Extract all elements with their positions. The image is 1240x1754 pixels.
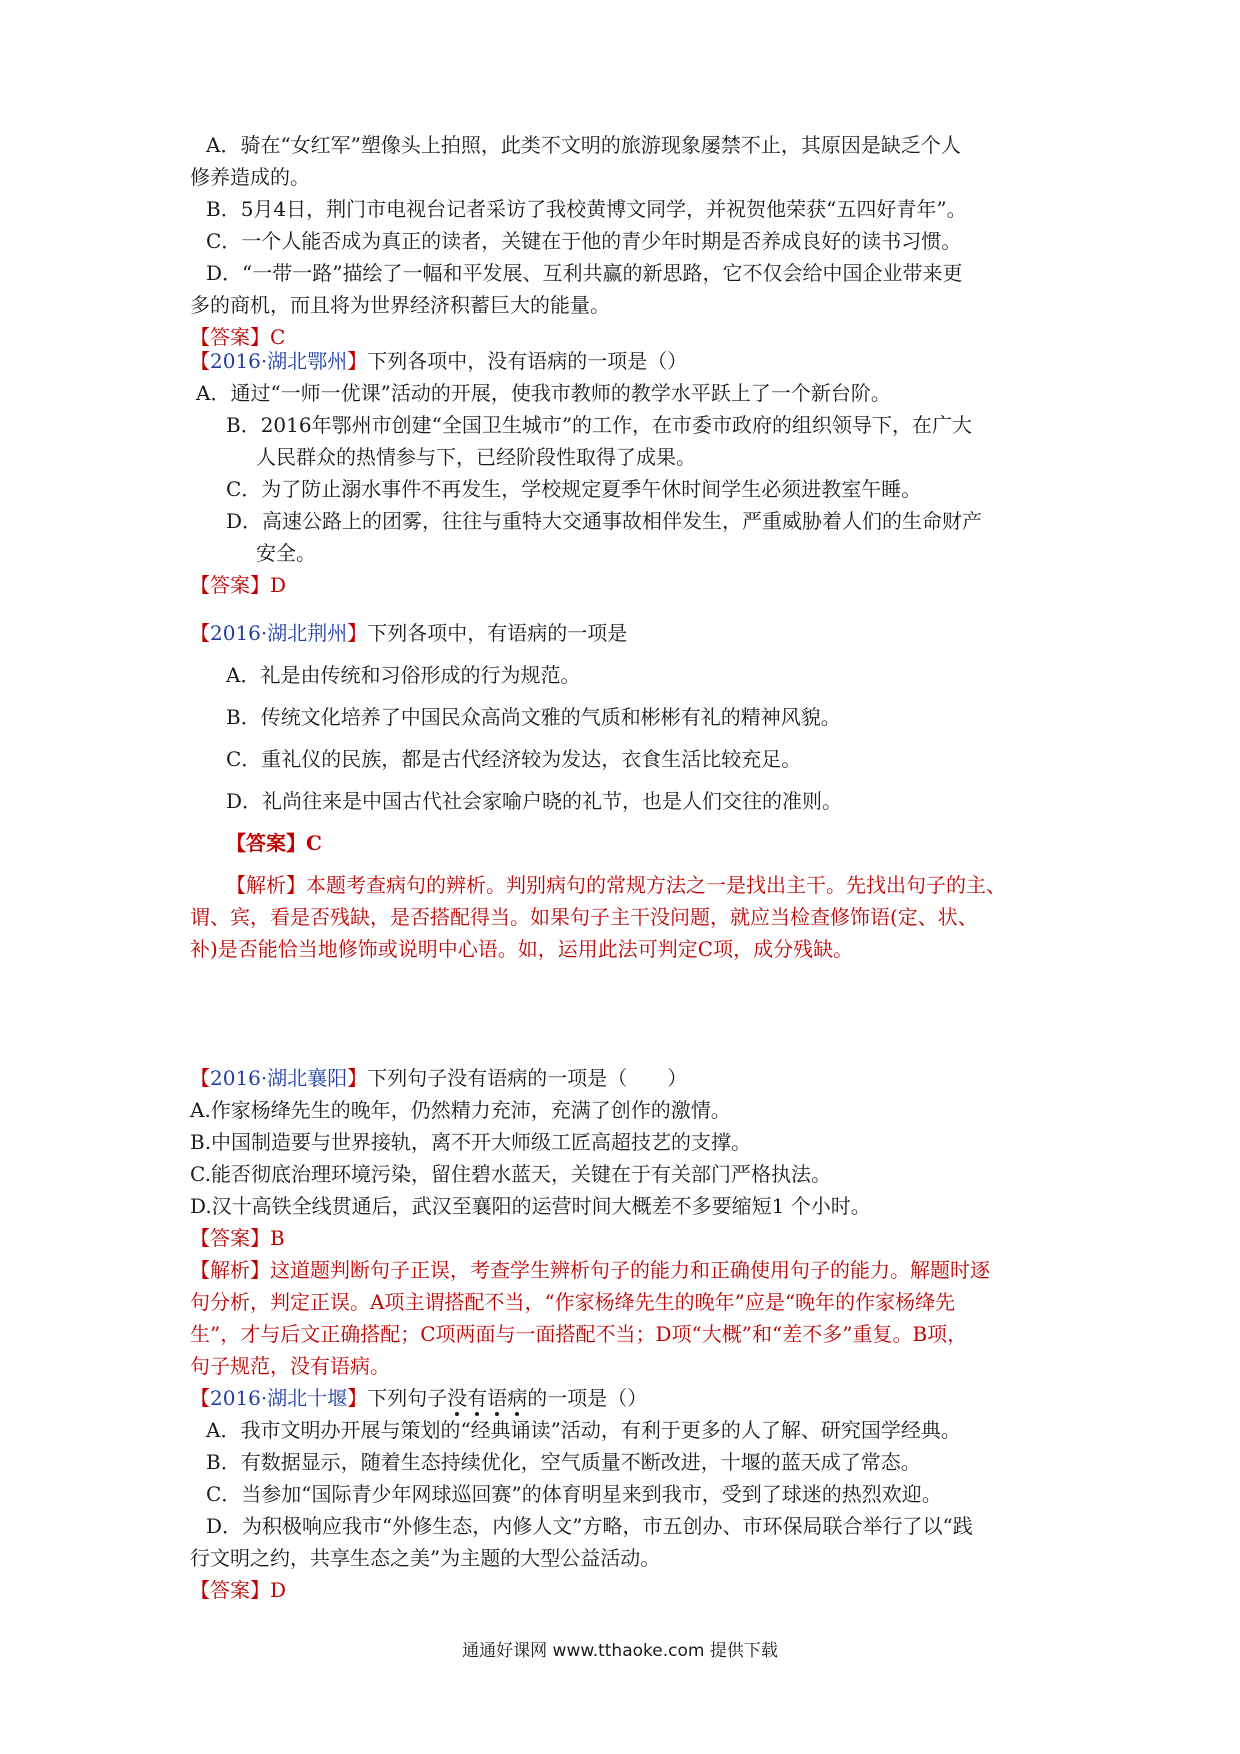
question-0	[190, 129, 1060, 353]
option-a: A．礼是由传统和习俗形成的行为规范。	[226, 663, 581, 687]
option-a-cont: 修养造成的。	[190, 165, 310, 189]
option-d-cont: 多的商机，而且将为世界经济积蓄巨大的能量。	[190, 293, 610, 317]
source-tag: 2016·湖北荆州	[210, 621, 348, 645]
analysis-line: 补)是否能恰当地修饰或说明中心语。如，运用此法可判定C项，成分残缺。	[190, 937, 854, 961]
option-a: A.作家杨绛先生的晚年，仍然精力充沛，充满了创作的激情。	[190, 1098, 731, 1122]
option-d-cont: 安全。	[256, 541, 316, 565]
option-c: C.能否彻底治理环境污染，留住碧水蓝天，关键在于有关部门严格执法。	[190, 1162, 831, 1186]
analysis-line: 句子规范，没有语病。	[190, 1354, 390, 1378]
page-footer: 通通好课网 www.tthaoke.com 提供下载	[462, 1641, 778, 1661]
option-d-cont: 行文明之约，共享生态之美”为主题的大型公益活动。	[190, 1546, 661, 1570]
option-c: C．重礼仪的民族，都是古代经济较为发达，衣食生活比较充足。	[226, 747, 802, 771]
question-stem: 【2016·湖北荆州】下列各项中，有语病的一项是	[190, 621, 628, 645]
option-d: D.汉十高铁全线贯通后，武汉至襄阳的运营时间大概差不多要缩短1 个小时。	[190, 1194, 871, 1218]
question-2	[190, 617, 1060, 965]
answer: 【答案】D	[190, 1578, 287, 1602]
analysis-line: 句分析，判定正误。A项主谓搭配不当，“作家杨绛先生的晚年”应是“晚年的作家杨绛先	[190, 1290, 956, 1314]
question-4	[190, 1382, 1060, 1606]
option-b: B．5月4日，荆门市电视台记者采访了我校黄博文同学，并祝贺他荣获“五四好青年”。	[206, 197, 967, 221]
option-b: B．2016年鄂州市创建“全国卫生城市”的工作，在市委市政府的组织领导下，在广大	[226, 413, 973, 437]
source-tag: 2016·湖北十堰	[210, 1386, 348, 1410]
emphasis-char: 没	[447, 1386, 468, 1410]
option-b: B．传统文化培养了中国民众高尚文雅的气质和彬彬有礼的精神风貌。	[226, 705, 841, 729]
option-d: D．礼尚往来是中国古代社会家喻户晓的礼节，也是人们交往的准则。	[226, 789, 843, 813]
emphasis-char: 病	[507, 1386, 528, 1410]
question-stem: 【2016·湖北鄂州】下列各项中，没有语病的一项是（）	[190, 349, 688, 373]
answer: 【答案】B	[190, 1226, 285, 1250]
option-c: C．当参加“国际青少年网球巡回赛”的体育明星来到我市，受到了球迷的热烈欢迎。	[206, 1482, 942, 1506]
option-b: B.中国制造要与世界接轨，离不开大师级工匠高超技艺的支撑。	[190, 1130, 752, 1154]
question-1	[190, 345, 1060, 601]
question-3	[190, 1062, 1060, 1382]
analysis-line: 谓、宾，看是否残缺，是否搭配得当。如果句子主干没问题，就应当检查修饰语(定、状、	[190, 905, 978, 929]
option-b-cont: 人民群众的热情参与下，已经阶段性取得了成果。	[256, 445, 696, 469]
source-tag: 2016·湖北襄阳	[210, 1066, 348, 1090]
analysis-line: 【解析】本题考查病句的辨析。判别病句的常规方法之一是找出主干。先找出句子的主、	[226, 873, 1006, 897]
analysis-line: 【解析】这道题判断句子正误，考查学生辨析句子的能力和正确使用句子的能力。解题时逐	[190, 1258, 990, 1282]
option-c: C．一个人能否成为真正的读者，关键在于他的青少年时期是否养成良好的读书习惯。	[206, 229, 962, 253]
option-d: D．为积极响应我市“外修生态，内修人文”方略，市五创办、市环保局联合举行了以“践	[206, 1514, 973, 1538]
option-a: A．通过“一师一优课”活动的开展，使我市教师的教学水平跃上了一个新台阶。	[196, 381, 891, 405]
answer: 【答案】C	[190, 325, 286, 349]
answer: 【答案】C	[226, 831, 322, 855]
question-stem: 【2016·湖北襄阳】下列句子没有语病的一项是（ ）	[190, 1066, 688, 1090]
emphasis-char: 语	[487, 1386, 508, 1410]
option-d: D．高速公路上的团雾，往往与重特大交通事故相伴发生，严重威胁着人们的生命财产	[226, 509, 983, 533]
analysis-line: 生”，才与后文正确搭配；C项两面与一面搭配不当；D项“大概”和“差不多”重复。B项，	[190, 1322, 968, 1346]
source-tag: 2016·湖北鄂州	[210, 349, 348, 373]
option-b: B．有数据显示，随着生态持续优化，空气质量不断改进，十堰的蓝天成了常态。	[206, 1450, 921, 1474]
emphasis-char: 有	[467, 1386, 488, 1410]
option-d: D．“一带一路”描绘了一幅和平发展、互利共赢的新思路，它不仅会给中国企业带来更	[206, 261, 963, 285]
question-stem: 【2016·湖北十堰】下列句子没有语病的一项是（）	[190, 1386, 648, 1410]
option-a: A．我市文明办开展与策划的“经典诵读”活动，有利于更多的人了解、研究国学经典。	[206, 1418, 961, 1442]
answer: 【答案】D	[190, 573, 287, 597]
option-a: A．骑在“女红军”塑像头上拍照，此类不文明的旅游现象屡禁不止，其原因是缺乏个人	[206, 133, 961, 157]
option-c: C．为了防止溺水事件不再发生，学校规定夏季午休时间学生必须进教室午睡。	[226, 477, 922, 501]
